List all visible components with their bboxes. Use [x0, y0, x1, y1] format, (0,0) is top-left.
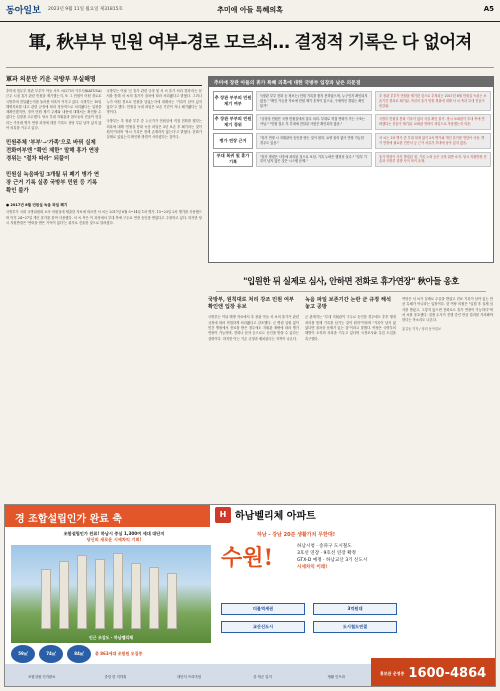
unit-badge: 74㎡	[39, 645, 63, 663]
issue-info: 2023년 9월 11일 월요일 제31815호	[48, 7, 123, 12]
phone-label: 홍보관 운영중	[379, 670, 405, 676]
footer-item: 조합설립 인가완료	[28, 674, 56, 679]
right-col-1	[208, 297, 299, 342]
info-table	[208, 76, 494, 263]
remaining-doubt: 서 씨는 1차 병가 중 부대 복귀 없이 2차 병가와 개인 휴가를 연달아 사용. 병가 연장에 필요한 진단서 등 근거 서류가 부대에 남아 있지 않음.	[375, 133, 491, 149]
tower-shape	[113, 553, 123, 629]
unit-size-badges	[11, 645, 211, 663]
left-columns	[6, 89, 202, 201]
body-paragraph: 군 관계자는 "부대 지휘관이 구두로 승인한 경우에도 추후 행정 처리를 통해 기록을 남기는 것이 원칙"이라며 "기록이 남지 않았다면 절차상 문제가 있는 것"이라고 말했다. 야당은 국방부의 해명이 오히려 의혹을 키우고 있다며 국정조사와 특검 도입을 촉구했다.	[305, 315, 396, 341]
ad-subtitle	[19, 531, 209, 543]
ad-details	[217, 531, 491, 661]
body-paragraph: 추미애 법무부 장관 부부가 아들 서모 씨(27)의 카투사(KATUSA) 근무 시절 휴가 관련 민원을 제기했는지, 또 그 민원이 어떤 경로로 국방부에 전달됐는지를 둘러싼 의혹이 커지고 있다. 국방부는 10일 해명자료를 내고 관련 규정에 따라 정상적으로 처리됐다는 입장을 재확인했지만, 정작 민원 제기 주체와 내용에 대해서는 확인할 수 없다는 입장을 고수했다. 당시 부대 지휘관과 참모들의 진술이 엇갈리는 가운데 병가 연장 과정에 대한 기록도 상당 부분 남아 있지 않아 의혹을 키우고 있다.	[6, 89, 102, 131]
ad-subtitle-line: 당신의 새로운 시세차익 기회!	[86, 537, 142, 542]
feature-box: 더블역세권	[221, 603, 305, 615]
ad-feature-list	[297, 543, 487, 571]
remaining-doubt: 추 장관 부부가 민원을 제기한 것으로 추정되는 2017년 6월 민원실 녹취는 보존기간 경과로 폐기됨. 자신의 휴가 연장 경위에 대해 서 씨 측과 부대 진술이 엇갈림.	[375, 91, 491, 111]
official-position: "규정상 민원은 국방 민원실에서 접수 처리. 부대로 직접 연락이 가는 구조는 아님." "민원 접수 후 부대에 전달된 사항은 확인되지 않음."	[256, 114, 372, 130]
info-table-grid	[213, 91, 491, 170]
subhead: ● 2017년 6월 민원실 녹음 파일 폐기	[6, 203, 68, 208]
body-paragraph: 국방부가 국회 국방위원회 소속 의원실에 제출한 자료에 따르면 서 씨는 2017년 6월 5~14일 1차 병가, 15~23일 2차 병가를 사용했으며 이후 24~27일 개인 휴가를 붙여 사용했다. 서 씨 측은 이 과정에서 부대 측에 구두로 연장 승인을 받았다고 주장하고 있다. 하지만 당시 지원반장은 '연락을 받은 기억이 없다'는 취지로 진술한 것으로 알려졌다.	[6, 210, 202, 225]
ad-feature: 시세차익 이래!	[297, 565, 328, 570]
ad-feature: GTX-D 예정 · 하남교산 3기 신도시	[297, 558, 368, 563]
info-row-label: 추 장관 부부의 민원 제기 경위	[213, 114, 253, 130]
remaining-doubt: 국방부 민원실 통화 기록이 없어 사실 확인 불가. 당시 보좌관이 부대 측에 연락했다는 진술이 제기됨. 보좌관 연락이 외압으로 작용했는지 의문.	[375, 114, 491, 130]
tower-shape	[41, 569, 51, 629]
article-kicker: 軍과 의문만 키운 국방부 부실해명	[6, 74, 202, 86]
ad-subtitle-line: 조합설립인가 완료! 하남시 중심 1,300여 세대 대단지	[63, 531, 165, 536]
lead-text: 녹음 파일 보존기간 논란 군 규정 해석 놓고 공방	[305, 297, 392, 311]
right-col-3	[402, 297, 493, 331]
ad-banner: 경 조합설립인가 완료 축	[5, 505, 210, 527]
pullquote: 민원실 녹음파일 3개월 뒤 폐기 병가 연장 근거 기록 실종 국방부 민원 등 기록 확인 불가	[6, 172, 100, 195]
official-position: "휴가 연장 시 지휘관의 승인을 받는 것이 원칙. 요양 심의 없이 연장 가능한 경우도 있음."	[256, 133, 372, 149]
newspaper-logo: 동아일보	[6, 6, 41, 16]
ad-feature: 하남시청 · 송파구 도시철도	[297, 544, 352, 549]
body-paragraph: 여당은 서 씨가 실제로 수술을 받았고 진료 기록이 남아 있는 만큼 특혜가 아니라는 입장이다. 한 여당 의원은 "입원 후 실제 심사를 받았고, 그렇지 않으면 전화로도 휴가 연장이 가능하다"며 서 씨를 옹호했다. 검찰 수사가 진행 중인 만큼 결과를 지켜봐야 한다는 목소리도 나온다.	[402, 297, 493, 323]
official-position: "(장관 부부 전화 등 정보는) 민원 기록을 찾지 못하였으며, 누구인지 확인되지 않음." "확인 가능한 자료에 민원 제기 흔적이 있으나, 구체적인 경위는 확인 불가"	[256, 91, 372, 111]
sub-headline: "입원한 뒤 실제로 심사, 안하면 전화로 휴가연장" 秋아들 옹호	[216, 275, 486, 292]
phone-number[interactable]: 1600-4864	[408, 665, 487, 681]
footer-item: 중 학군 입지	[253, 674, 272, 679]
ad-tagline: 하남 - 강남 20분 생활가치 무한대!	[257, 532, 335, 538]
pullquote: 민원주체 '부부'→'가족'으로 바꿔 실제 전화여부엔 "확인 제한" 말해 휴가 연장 경위는 "절차 따라" 되풀이	[6, 140, 100, 163]
tower-shape	[131, 563, 141, 629]
byline: 홍길동 기자 / 정리 동아일보	[402, 327, 441, 332]
footer-item: 중앙 한 지하철	[104, 674, 127, 679]
footer-item: 생활 인프라	[327, 674, 345, 679]
info-row-label: 추 장관 부부의 민원 제기 여부	[213, 91, 253, 111]
masthead	[0, 0, 500, 22]
section-title: 추미애 아들 특혜의혹	[217, 6, 283, 14]
advertisement[interactable]	[4, 504, 496, 687]
official-position: "휴가 명령은 사후에 처리된 것으로 보임. 기록 누락은 행정상 실수." "일부 기록이 남지 않은 것은 시스템 문제."	[256, 152, 372, 168]
footer-item: 대단지 프리미엄	[176, 674, 201, 679]
lead-text: 국방부, 원칙대로 처리 강조 민원 여부 확인엔 입장 유보	[208, 297, 295, 311]
info-row	[213, 91, 491, 111]
tower-shape	[149, 567, 159, 629]
tower-shape	[59, 561, 69, 629]
tower-shape	[77, 555, 87, 629]
tower-shape	[167, 573, 177, 629]
unit-badge: 84㎡	[67, 645, 91, 663]
body-paragraph: 국방부는 이날 해명 자료에서 추 장관 아들 서 씨의 휴가가 관련 규정에 따라 적법하게 처리됐다고 강조했다. 군 병원 입원 없이 민간 병원에서 진료를 받은 경우에도 지휘관 재량에 따라 병가 연장이 가능하며, 전화나 문자 등으로도 승인을 받을 수 있다는 설명이다. 하지만 이는 기존 규정과 배치된다는 지적이 나온다.	[208, 315, 299, 341]
photo-caption: 인근 조감도 · 하남벨리체	[88, 635, 134, 640]
ad-phone-block[interactable]	[371, 658, 495, 687]
info-row	[213, 152, 491, 168]
info-table-title: 추미애 장관 아들의 휴가 특혜 의혹에 대한 국방부 입장과 남은 의문점	[209, 77, 493, 87]
left-article	[6, 74, 202, 226]
ad-big-text: 수원!	[221, 545, 274, 571]
left-col-1	[6, 89, 102, 201]
unit-badge: 59㎡	[11, 645, 35, 663]
ad-brand	[215, 507, 493, 527]
info-row	[213, 133, 491, 149]
tower-shape	[95, 559, 105, 629]
feature-box: 교산신도시	[221, 621, 305, 633]
info-row	[213, 114, 491, 130]
remaining-doubt: 휴가 명령이 사후 발령된 점, 기록 누락 등은 규정 위반 소지. 당시 지원반장 진술과 국방부 설명 사이 차이 존재.	[375, 152, 491, 168]
info-row-label: 병가 연장 근거	[213, 133, 253, 149]
right-col-2	[305, 297, 396, 342]
main-headline: 軍, 秋부부 민원 여부-경로 모르쇠… 결정적 기록은 다 없어져	[6, 28, 494, 68]
info-row-label: 부대 복귀 및 휴가 기록	[213, 152, 253, 168]
brand-logo-icon: H	[215, 507, 231, 523]
page-number: A5	[483, 5, 494, 13]
ad-feature: 3호선 연장 · 9호선 연장 확정	[297, 551, 356, 556]
body-paragraph: 국방부는 이날 '군 휴가 관련 규정 및 서 씨 휴가 처리 경과'라는 문서를 통해 서 씨의 휴가가 절차에 따라 처리됐다고 밝혔다. 그러나 누가 어떤 경로로 민원을 넣었는지에 대해서는 '기록이 남아 있지 않다'고 했다. 민원실 녹취 파일은 보존 기간이 지나 폐기됐다는 설명이다.	[106, 89, 202, 115]
apartment-rendering-image	[11, 545, 211, 643]
left-col-2	[107, 89, 203, 201]
body-paragraph: 국방부는 추 장관 부부 중 누군가가 민원실에 직접 전화를 했다는 의혹에 대해 '민원실 통화 녹음 파일은 3년 보존 후 폐기하는 것이 원칙'이라며 '당시 기록은 현재 존재하지 않는다'고 밝혔다. 전화가 실제로 있었는지 확인할 방법이 사라졌다는 것이다.	[106, 119, 202, 140]
ad-brand-name: 하남벨리체 아파트	[235, 511, 316, 522]
unit-summary: 총 863세대 조합원 모집중	[95, 651, 143, 656]
feature-box: 3억원대	[313, 603, 397, 615]
feature-box: 도시철도연결	[313, 621, 397, 633]
